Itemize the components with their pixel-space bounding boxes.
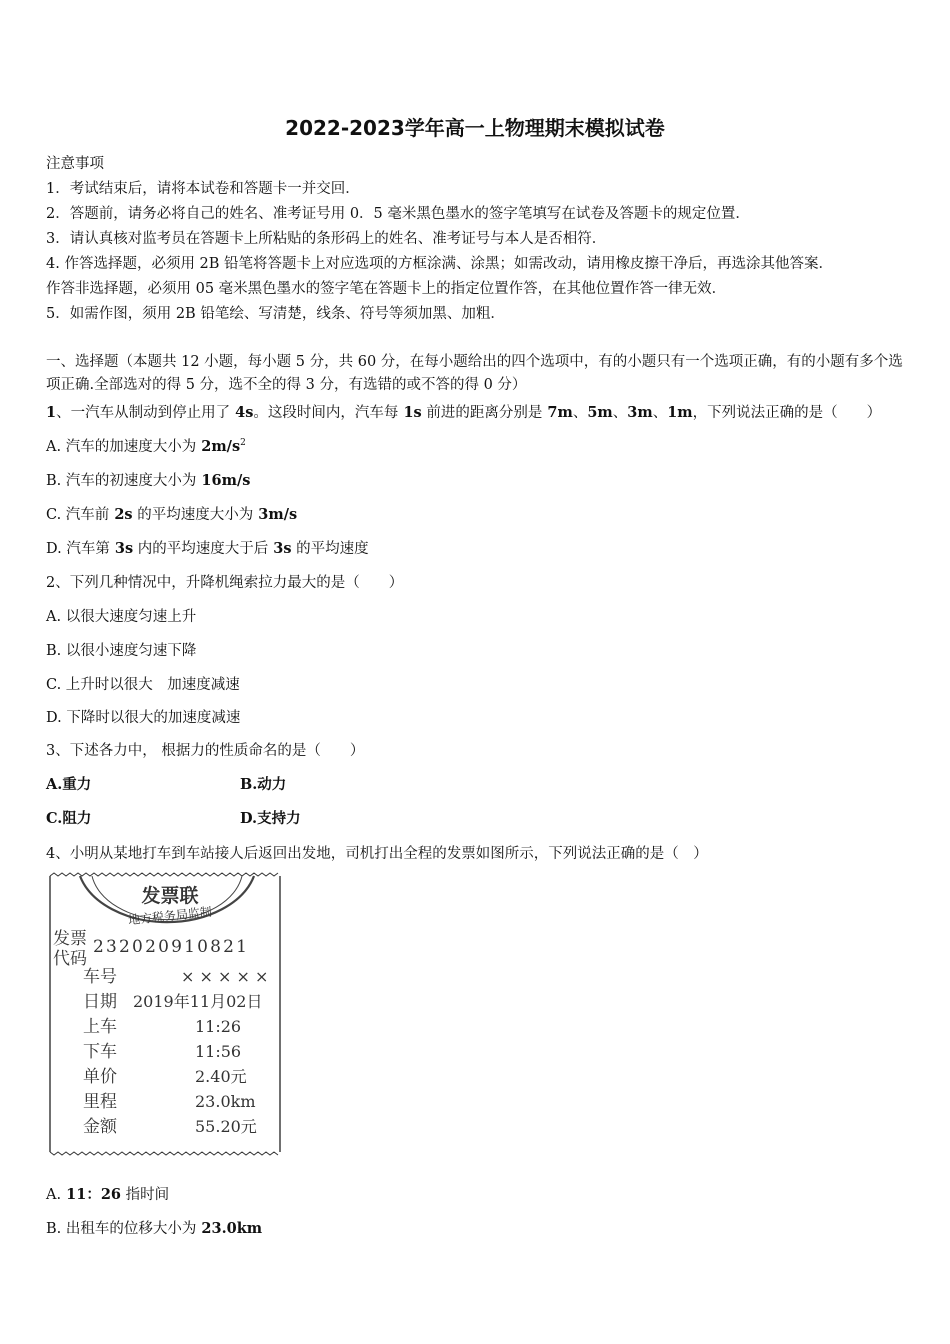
q1-stem: 1、一汽车从制动到停止用了 4s。这段时间内，汽车每 1s 前进的距离分别是 7m、5m、3m、1m，下列说法正确的是（ ） <box>46 404 882 421</box>
q3-option-b: B.动力 <box>240 776 287 793</box>
receipt-row-label: 车号 <box>83 967 117 987</box>
q1-option-a-sup: 2 <box>240 438 246 449</box>
section-heading: 一、选择题（本题共 12 小题，每小题 5 分，共 60 分，在每小题给出的四个选项中，有的小题只有一个选项正确，有的小题有多个选项正确.全部选对的得 5 分，选不全的得 3 分，有选错的或不答的得 0 分） <box>46 354 903 393</box>
receipt-row-label: 金额 <box>83 1117 117 1137</box>
receipt-svg <box>47 872 283 1156</box>
q3-option-a: A.重力 <box>46 776 92 793</box>
q3-stem: 3、下述各力中， 根据力的性质命名的是（ ） <box>46 743 365 759</box>
receipt-row-label: 上车 <box>83 1017 117 1037</box>
q1-option-a-text: A. 汽车的加速度大小为 2m/s <box>46 438 241 455</box>
receipt-row-value: 23.0km <box>195 1092 256 1111</box>
q2-option-d: D. 下降时以很大的加速度减速 <box>46 710 241 726</box>
code-label-2: 代码 <box>53 949 87 969</box>
receipt-row-label: 下车 <box>83 1042 117 1062</box>
q1-option-b: B. 汽车的初速度大小为 16m/s <box>46 472 251 489</box>
q2-option-c: C. 上升时以很大 加速度减速 <box>46 677 240 693</box>
receipt-row-value: × × × × × <box>181 967 269 986</box>
notice-heading: 注意事项 <box>46 156 104 172</box>
receipt-rows <box>83 967 268 1137</box>
q3-option-d: D.支持力 <box>240 810 301 827</box>
q1-option-a <box>46 435 246 456</box>
seal-subtitle: 地方税务局监制 <box>127 904 213 928</box>
taxi-receipt-figure <box>47 872 283 1156</box>
notice-item-4-cont: 作答非选择题，必须用 05 毫米黑色墨水的签字笔在答题卡上的指定位置作答，在其他位置作答一律无效． <box>46 281 727 297</box>
page-title: 2022-2023学年高一上物理期末模拟试卷 <box>285 116 665 140</box>
q4-option-a: A. 11：26 指时间 <box>46 1186 170 1203</box>
seal-title: 发票联 <box>141 885 199 907</box>
q3-option-c: C.阻力 <box>46 810 92 827</box>
receipt-row-value: 55.20元 <box>195 1117 257 1136</box>
receipt-row-value: 11:26 <box>195 1017 242 1036</box>
notice-item-2: 2．答题前，请务必将自己的姓名、准考证号用 0．5 毫米黑色墨水的签字笔填写在试卷及答题卡的规定位置． <box>46 206 750 222</box>
q2-option-a: A. 以很大速度匀速上升 <box>46 609 197 625</box>
code-label-1: 发票 <box>53 929 87 949</box>
q4-option-b: B. 出租车的位移大小为 23.0km <box>46 1220 263 1237</box>
notice-item-3: 3．请认真核对监考员在答题卡上所粘贴的条形码上的姓名、准考证号与本人是否相符． <box>46 231 607 247</box>
invoice-code: 232020910821 <box>93 937 250 957</box>
notice-item-5: 5．如需作图，须用 2B 铅笔绘、写清楚，线条、符号等须加黑、加粗． <box>46 306 505 322</box>
q2-option-b: B. 以很小速度匀速下降 <box>46 643 197 659</box>
q1-option-d: D. 汽车第 3s 内的平均速度大于后 3s 的平均速度 <box>46 540 369 557</box>
receipt-row-label: 日期 <box>83 992 117 1012</box>
q4-stem: 4、小明从某地打车到车站接人后返回出发地，司机打出全程的发票如图所示，下列说法正确的是（ ） <box>46 846 708 862</box>
q1-option-c: C. 汽车前 2s 的平均速度大小为 3m/s <box>46 506 298 523</box>
receipt-row-value: 2019年11月02日 <box>133 992 263 1011</box>
receipt-row-value: 11:56 <box>195 1042 242 1061</box>
notice-item-1: 1．考试结束后，请将本试卷和答题卡一并交回． <box>46 181 360 197</box>
receipt-row-label: 单价 <box>83 1067 117 1087</box>
receipt-row-value: 2.40元 <box>195 1067 247 1086</box>
notice-item-4: 4. 作答选择题，必须用 2B 铅笔将答题卡上对应选项的方框涂满、涂黑；如需改动，请用橡皮擦干净后，再选涂其他答案． <box>46 256 834 272</box>
q2-stem: 2、下列几种情况中，升降机绳索拉力最大的是（ ） <box>46 575 404 591</box>
receipt-row-label: 里程 <box>83 1092 117 1112</box>
